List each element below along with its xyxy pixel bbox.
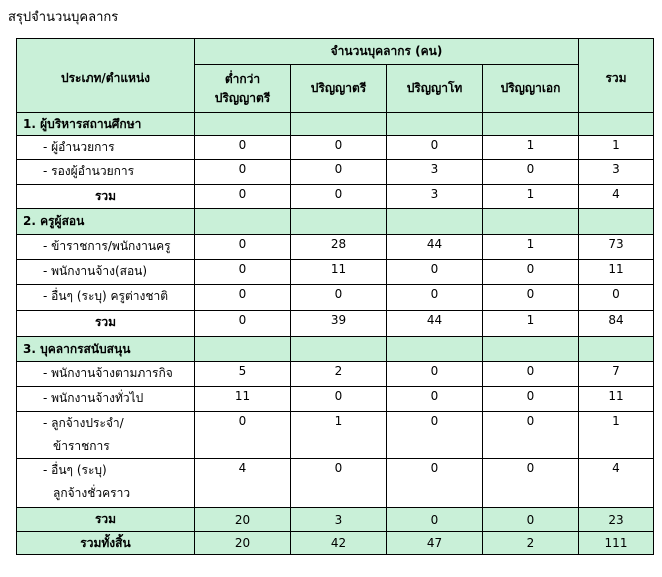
cell: 0 — [387, 136, 483, 160]
cell: 3 — [579, 160, 654, 185]
below-bachelor-line1: ต่ำกว่า — [224, 71, 261, 86]
cell: 0 — [387, 459, 483, 508]
cell: 1 — [483, 311, 579, 337]
row-label: - อื่นๆ (ระบุ) ครูต่างชาติ — [17, 285, 195, 311]
doctor-header: ปริญญาเอก — [483, 65, 579, 113]
subtotal-label: รวม — [17, 508, 195, 532]
cell: 0 — [195, 185, 291, 209]
subtotal-row — [17, 508, 654, 532]
count-group-header: จำนวนบุคลากร (คน) — [195, 39, 579, 65]
cell: 1 — [291, 412, 387, 459]
cell: 0 — [483, 285, 579, 311]
cell: 3 — [291, 508, 387, 532]
cell: 0 — [195, 311, 291, 337]
cell: 0 — [195, 412, 291, 459]
table-row — [17, 160, 654, 185]
cell: 4 — [579, 459, 654, 508]
cell: 0 — [387, 362, 483, 387]
cell: 84 — [579, 311, 654, 337]
grand-total-row — [17, 532, 654, 555]
row-label: - พนักงานจ้างตามภารกิจ — [17, 362, 195, 387]
cell: 42 — [291, 532, 387, 555]
table-row — [17, 459, 654, 508]
cell: 20 — [195, 532, 291, 555]
cell: 7 — [579, 362, 654, 387]
cell: 1 — [483, 235, 579, 260]
row-label: - พนักงานจ้างทั่วไป — [17, 387, 195, 412]
cell: 0 — [195, 235, 291, 260]
cell: 0 — [291, 136, 387, 160]
cell: 20 — [195, 508, 291, 532]
cell: 0 — [483, 362, 579, 387]
row-label-line2: ข้าราชการ — [53, 439, 110, 453]
header-row-1 — [17, 39, 654, 65]
cell: 0 — [291, 387, 387, 412]
table-row — [17, 387, 654, 412]
cell: 11 — [291, 260, 387, 285]
cell: 0 — [387, 285, 483, 311]
cell: 0 — [387, 412, 483, 459]
section-row — [17, 337, 654, 362]
section-row — [17, 113, 654, 136]
cell: 0 — [579, 285, 654, 311]
cell: 0 — [291, 185, 387, 209]
cell: 0 — [483, 260, 579, 285]
cell: 11 — [579, 260, 654, 285]
cell: 44 — [387, 311, 483, 337]
row-label — [17, 459, 195, 508]
cell: 0 — [291, 459, 387, 508]
cell: 0 — [387, 508, 483, 532]
section-row — [17, 209, 654, 235]
cell: 0 — [483, 459, 579, 508]
page-title: สรุปจำนวนบุคลากร — [8, 10, 119, 25]
cell: 28 — [291, 235, 387, 260]
cell: 73 — [579, 235, 654, 260]
personnel-table — [16, 38, 654, 555]
cell: 2 — [483, 532, 579, 555]
cell: 4 — [579, 185, 654, 209]
type-header: ประเภท/ตำแหน่ง — [17, 39, 195, 113]
cell: 0 — [483, 160, 579, 185]
subtotal-row — [17, 185, 654, 209]
below-bachelor-line2: ปริญญาตรี — [214, 90, 271, 105]
cell: 11 — [195, 387, 291, 412]
section-title: 2. ครูผู้สอน — [17, 209, 195, 235]
cell: 4 — [195, 459, 291, 508]
cell: 23 — [579, 508, 654, 532]
cell: 2 — [291, 362, 387, 387]
row-label: - ผู้อำนวยการ — [17, 136, 195, 160]
cell: 3 — [387, 185, 483, 209]
section-title: 1. ผู้บริหารสถานศึกษา — [17, 113, 195, 136]
row-label: - ข้าราชการ/พนักงานครู — [17, 235, 195, 260]
cell: 1 — [579, 412, 654, 459]
row-label: - รองผู้อำนวยการ — [17, 160, 195, 185]
row-label-line1: - อื่นๆ (ระบุ) — [43, 463, 107, 477]
cell: 0 — [195, 136, 291, 160]
cell: 0 — [483, 387, 579, 412]
section-title: 3. บุคลากรสนับสนุน — [17, 337, 195, 362]
table-row — [17, 235, 654, 260]
cell: 3 — [387, 160, 483, 185]
row-label-line1: - ลูกจ้างประจำ/ — [43, 416, 124, 430]
cell: 1 — [579, 136, 654, 160]
cell: 44 — [387, 235, 483, 260]
cell: 0 — [483, 508, 579, 532]
cell: 0 — [291, 160, 387, 185]
cell: 0 — [195, 285, 291, 311]
table-row — [17, 260, 654, 285]
cell: 1 — [483, 185, 579, 209]
cell: 0 — [483, 412, 579, 459]
cell: 11 — [579, 387, 654, 412]
row-label-line2: ลูกจ้างชั่วคราว — [53, 486, 131, 500]
table-row — [17, 136, 654, 160]
row-label: - พนักงานจ้าง(สอน) — [17, 260, 195, 285]
table-row — [17, 362, 654, 387]
subtotal-row — [17, 311, 654, 337]
table-row — [17, 412, 654, 459]
grand-total-label: รวมทั้งสิ้น — [17, 532, 195, 555]
master-header: ปริญญาโท — [387, 65, 483, 113]
bachelor-header: ปริญญาตรี — [291, 65, 387, 113]
subtotal-label: รวม — [17, 185, 195, 209]
cell: 39 — [291, 311, 387, 337]
cell: 0 — [195, 260, 291, 285]
cell: 0 — [387, 387, 483, 412]
cell: 111 — [579, 532, 654, 555]
cell: 5 — [195, 362, 291, 387]
cell: 0 — [291, 285, 387, 311]
row-label — [17, 412, 195, 459]
subtotal-label: รวม — [17, 311, 195, 337]
cell: 47 — [387, 532, 483, 555]
below-bachelor-header — [195, 65, 291, 113]
cell: 0 — [387, 260, 483, 285]
cell: 1 — [483, 136, 579, 160]
table-row — [17, 285, 654, 311]
total-header: รวม — [579, 39, 654, 113]
cell: 0 — [195, 160, 291, 185]
